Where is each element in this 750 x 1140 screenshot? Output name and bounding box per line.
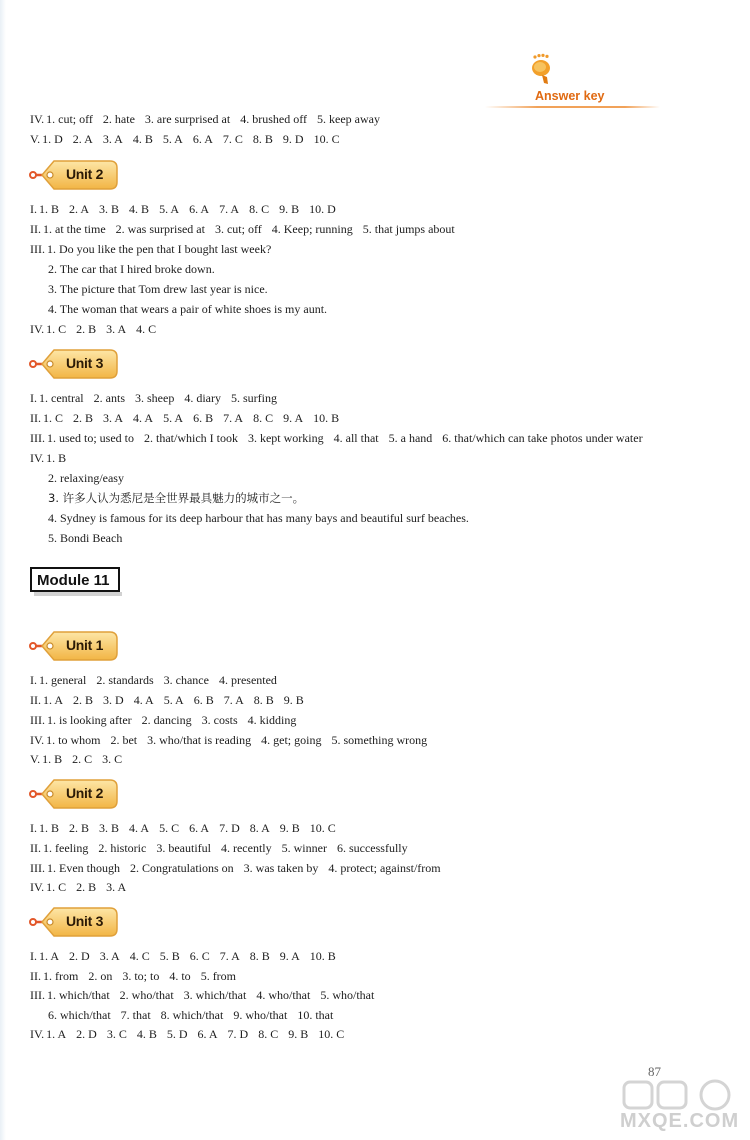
answer-item: 1. from <box>43 969 79 983</box>
answer-item: 6. A <box>192 132 213 146</box>
answer-line <box>30 880 136 894</box>
answer-item: 7. D <box>219 821 240 835</box>
answer-item: 3. to; to <box>122 969 160 983</box>
answer-item: 5. that jumps about <box>362 222 455 236</box>
answer-item: 2. B <box>73 693 94 707</box>
section-numeral: III. <box>30 242 45 256</box>
answer-line <box>30 713 306 727</box>
answer-item: 6. A <box>197 1027 218 1041</box>
answer-item: 1. to whom <box>46 733 101 747</box>
answer-item: 3. 许多人认为悉尼是全世界最具魅力的城市之一。 <box>48 491 305 505</box>
answer-item: 1. at the time <box>43 222 106 236</box>
section-numeral: III. <box>30 988 45 1002</box>
section-numeral: V. <box>30 752 41 766</box>
answer-line <box>30 673 287 687</box>
answer-item: 2. was surprised at <box>115 222 205 236</box>
answer-item: 1. C <box>43 411 64 425</box>
answer-item: 2. B <box>76 880 97 894</box>
answer-item: 1. cut; off <box>46 112 93 126</box>
section-numeral: I. <box>30 391 37 405</box>
answer-item: 2. ants <box>93 391 125 405</box>
answer-line <box>30 733 437 747</box>
answer-item: 2. on <box>88 969 113 983</box>
module-box-shadow <box>34 592 122 596</box>
answer-item: 3. D <box>103 693 124 707</box>
answer-item: 2. C <box>72 752 93 766</box>
unit-label: Unit 3 <box>66 913 104 929</box>
answer-item: 10. B <box>309 949 336 963</box>
answer-item: 5. surfing <box>230 391 277 405</box>
answer-item: 7. A <box>219 202 240 216</box>
answer-item: 2. A <box>72 132 93 146</box>
answer-item: 7. A <box>219 949 240 963</box>
answer-item: 4. B <box>136 1027 157 1041</box>
unit-tag <box>28 905 120 939</box>
answer-item: 7. that <box>120 1008 151 1022</box>
answer-item: 8. A <box>249 821 270 835</box>
answer-item: 4. A <box>133 411 154 425</box>
answer-item: 2. dancing <box>141 713 192 727</box>
answer-item: 4. all that <box>333 431 379 445</box>
answer-item: 5. C <box>159 821 180 835</box>
answer-item: 3. beautiful <box>156 841 211 855</box>
answer-item: 4. B <box>132 132 153 146</box>
answer-item: 9. A <box>279 949 300 963</box>
answer-item: 6. that/which can take photos under water <box>442 431 643 445</box>
unit-tag <box>28 347 120 381</box>
answer-item: 1. feeling <box>43 841 89 855</box>
answer-item: 5. a hand <box>388 431 433 445</box>
answer-item: 4. The woman that wears a pair of white shoes is my aunt. <box>48 302 328 316</box>
answer-item: 3. who/that is reading <box>147 733 252 747</box>
answer-item: 2. B <box>73 411 94 425</box>
answer-item: 2. A <box>69 202 90 216</box>
answer-item: 1. Do you like the pen that I bought last week? <box>47 242 272 256</box>
answer-item: 9. B <box>288 1027 309 1041</box>
answer-item: 1. A <box>43 693 64 707</box>
answer-line <box>30 949 346 963</box>
section-numeral: III. <box>30 431 45 445</box>
answer-item: 2. standards <box>96 673 154 687</box>
answer-item: 1. used to; used to <box>47 431 134 445</box>
answer-item: 8. which/that <box>160 1008 224 1022</box>
answer-item: 1. Even though <box>47 861 120 875</box>
answer-item: 4. to <box>169 969 191 983</box>
answer-line <box>30 841 418 855</box>
answer-item: 3. A <box>106 322 127 336</box>
answer-item: 5. who/that <box>320 988 375 1002</box>
answer-item: 3. A <box>99 949 120 963</box>
answer-item: 10. C <box>318 1027 345 1041</box>
answer-item: 3. costs <box>201 713 238 727</box>
answer-item: 3. A <box>106 880 127 894</box>
section-numeral: II. <box>30 222 41 236</box>
answer-line <box>30 861 451 875</box>
answer-item: 1. B <box>46 451 67 465</box>
answer-key-title: Answer key <box>535 89 605 103</box>
answer-item: 8. B <box>252 132 273 146</box>
answer-item: 10. B <box>313 411 340 425</box>
unit-label: Unit 3 <box>66 355 104 371</box>
answer-item: 3. C <box>106 1027 127 1041</box>
section-numeral: III. <box>30 713 45 727</box>
answer-item: 5. B <box>159 949 180 963</box>
answer-item: 1. which/that <box>47 988 110 1002</box>
answer-item: 1. is looking after <box>47 713 132 727</box>
answer-item: 4. diary <box>184 391 221 405</box>
answer-item: 3. A <box>102 132 123 146</box>
answer-item: 2. B <box>69 821 90 835</box>
answer-item: 9. who/that <box>233 1008 288 1022</box>
answer-item: 6. A <box>189 821 210 835</box>
answer-item: 3. The picture that Tom drew last year is nice. <box>48 282 268 296</box>
answer-item: 4. protect; against/from <box>328 861 441 875</box>
answer-item: 4. recently <box>220 841 272 855</box>
answer-line <box>30 821 346 835</box>
page-left-edge <box>0 0 6 1140</box>
answer-line <box>48 262 225 276</box>
answer-line <box>30 752 132 766</box>
answer-item: 10. D <box>309 202 336 216</box>
module-title: Module 11 <box>37 572 110 589</box>
answer-item: 4. presented <box>218 673 277 687</box>
answer-item: 5. A <box>159 202 180 216</box>
section-numeral: III. <box>30 861 45 875</box>
answer-item: 8. C <box>258 1027 279 1041</box>
answer-item: 3. kept working <box>247 431 324 445</box>
answer-item: 4. C <box>136 322 157 336</box>
answer-item: 2. D <box>69 949 90 963</box>
unit-tag <box>28 777 120 811</box>
unit-tag <box>28 158 120 192</box>
section-numeral: V. <box>30 132 41 146</box>
answer-item: 7. A <box>223 411 244 425</box>
answer-item: 3. which/that <box>183 988 247 1002</box>
answer-line <box>30 693 314 707</box>
answer-line <box>30 431 653 445</box>
answer-item: 2. hate <box>102 112 135 126</box>
section-numeral: II. <box>30 969 41 983</box>
answer-item: 10. that <box>297 1008 334 1022</box>
answer-item: 3. are surprised at <box>144 112 231 126</box>
answer-line <box>30 451 76 465</box>
answer-item: 8. B <box>249 949 270 963</box>
answer-line <box>30 411 349 425</box>
answer-item: 4. B <box>129 202 150 216</box>
section-numeral: I. <box>30 673 37 687</box>
answer-item: 5. winner <box>281 841 327 855</box>
answer-item: 5. something wrong <box>331 733 428 747</box>
answer-line <box>30 242 281 256</box>
answer-item: 9. A <box>283 411 304 425</box>
answer-item: 5. from <box>200 969 237 983</box>
answer-line <box>30 322 166 336</box>
section-numeral: IV. <box>30 1027 45 1041</box>
answer-item: 3. sheep <box>135 391 175 405</box>
answer-item: 2. historic <box>98 841 147 855</box>
answer-line <box>48 511 479 525</box>
answer-item: 9. B <box>279 202 300 216</box>
answer-item: 9. B <box>279 821 300 835</box>
answer-item: 6. B <box>193 411 214 425</box>
section-numeral: IV. <box>30 451 45 465</box>
answer-item: 4. A <box>133 693 154 707</box>
answer-item: 1. B <box>42 752 63 766</box>
answer-item: 4. brushed off <box>240 112 307 126</box>
answer-item: 7. C <box>222 132 243 146</box>
answer-item: 6. B <box>193 693 214 707</box>
answer-item: 4. who/that <box>256 988 311 1002</box>
answer-item: 1. A <box>46 1027 67 1041</box>
answer-item: 2. The car that I hired broke down. <box>48 262 215 276</box>
unit-tag <box>28 629 120 663</box>
answer-line <box>48 1008 343 1022</box>
answer-line <box>30 202 346 216</box>
section-numeral: I. <box>30 949 37 963</box>
answer-item: 2. B <box>76 322 97 336</box>
answer-line <box>48 531 132 545</box>
answer-item: 6. C <box>189 949 210 963</box>
section-numeral: II. <box>30 693 41 707</box>
answer-item: 1. B <box>39 821 60 835</box>
answer-item: 3. cut; off <box>214 222 262 236</box>
answer-item: 2. relaxing/easy <box>48 471 124 485</box>
answer-item: 2. bet <box>110 733 138 747</box>
answer-item: 7. A <box>223 693 244 707</box>
answer-item: 1. D <box>42 132 63 146</box>
answer-item: 1. B <box>39 202 60 216</box>
answer-item: 5. A <box>163 693 184 707</box>
unit-label: Unit 2 <box>66 166 104 182</box>
page-number: 87 <box>648 1064 661 1079</box>
answer-item: 3. C <box>102 752 123 766</box>
section-numeral: IV. <box>30 880 45 894</box>
answer-item: 7. D <box>227 1027 249 1041</box>
answer-item: 3. chance <box>163 673 209 687</box>
section-numeral: IV. <box>30 322 45 336</box>
section-numeral: I. <box>30 821 37 835</box>
answer-line <box>30 132 350 146</box>
answer-item: 2. D <box>76 1027 97 1041</box>
unit-label: Unit 1 <box>66 637 104 653</box>
answer-item: 4. C <box>129 949 150 963</box>
answer-item: 5. D <box>166 1027 188 1041</box>
answer-item: 3. B <box>99 821 120 835</box>
answer-line <box>48 491 314 505</box>
answer-item: 9. D <box>282 132 304 146</box>
module-title-box <box>30 567 120 592</box>
answer-item: 1. general <box>39 673 87 687</box>
section-numeral: IV. <box>30 733 45 747</box>
answer-item: 8. B <box>253 693 274 707</box>
answer-item: 1. C <box>46 322 67 336</box>
answer-item: 4. A <box>129 821 150 835</box>
answer-item: 1. central <box>39 391 84 405</box>
answer-item: 10. C <box>309 821 336 835</box>
header-rule <box>485 106 660 108</box>
answer-item: 1. C <box>46 880 67 894</box>
section-numeral: II. <box>30 411 41 425</box>
answer-item: 6. successfully <box>336 841 408 855</box>
answer-line <box>30 112 390 126</box>
answer-line <box>30 391 287 405</box>
unit-label: Unit 2 <box>66 785 104 801</box>
answer-line <box>48 471 134 485</box>
answer-item: 4. Keep; running <box>271 222 353 236</box>
answer-line <box>30 969 246 983</box>
answer-item: 3. B <box>99 202 120 216</box>
answer-item: 5. keep away <box>317 112 380 126</box>
answer-item: 6. which/that <box>48 1008 111 1022</box>
answer-item: 4. Sydney is famous for its deep harbour that has many bays and beautiful surf beaches. <box>48 511 469 525</box>
watermark-text: MXQE.COM <box>620 1110 740 1132</box>
answer-item: 9. B <box>283 693 304 707</box>
answer-item: 2. that/which I took <box>144 431 238 445</box>
section-numeral: I. <box>30 202 37 216</box>
section-numeral: II. <box>30 841 41 855</box>
answer-item: 4. kidding <box>247 713 297 727</box>
answer-item: 6. A <box>189 202 210 216</box>
answer-item: 1. A <box>39 949 60 963</box>
answer-line <box>30 988 384 1002</box>
answer-line <box>30 1027 354 1041</box>
answer-item: 4. get; going <box>261 733 322 747</box>
answer-item: 8. C <box>249 202 270 216</box>
answer-key-header <box>485 45 660 115</box>
answer-item: 5. Bondi Beach <box>48 531 123 545</box>
section-numeral: IV. <box>30 112 45 126</box>
answer-item: 2. Congratulations on <box>130 861 234 875</box>
answer-item: 5. A <box>162 132 183 146</box>
answer-line <box>48 282 278 296</box>
answer-line <box>48 302 337 316</box>
answer-item: 10. C <box>313 132 340 146</box>
answer-item: 3. A <box>103 411 124 425</box>
answer-item: 2. who/that <box>119 988 174 1002</box>
answer-item: 3. was taken by <box>243 861 319 875</box>
footprint-icon <box>528 53 562 87</box>
answer-item: 5. A <box>163 411 184 425</box>
answer-line <box>30 222 465 236</box>
answer-item: 8. C <box>253 411 274 425</box>
